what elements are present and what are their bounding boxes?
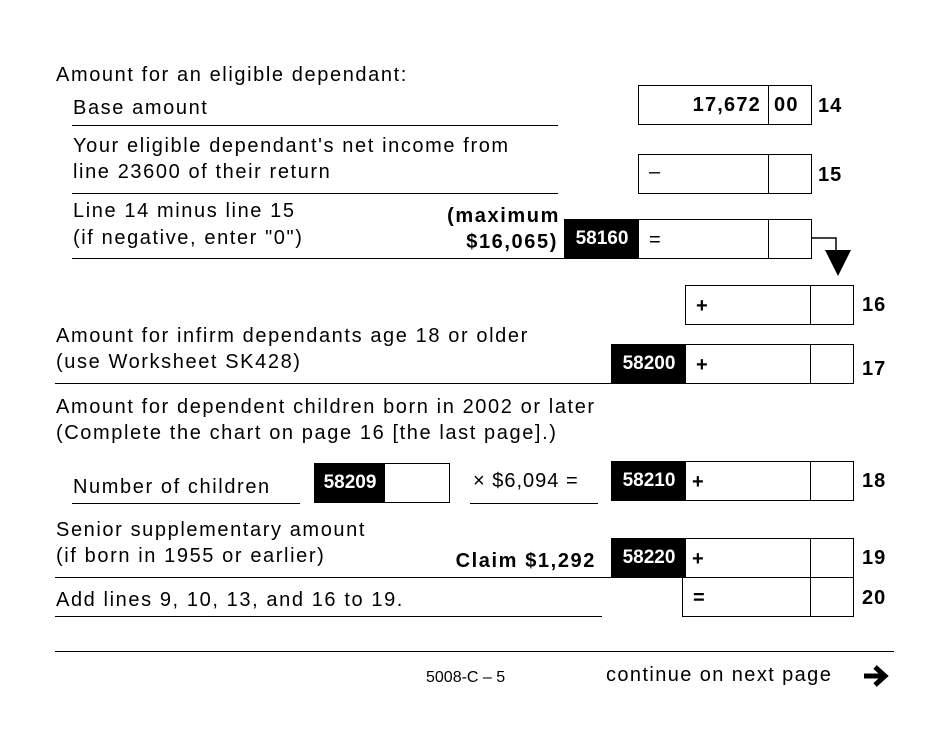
number-of-children-label: Number of children — [73, 476, 271, 498]
line-number-14: 14 — [818, 95, 843, 117]
dependant-income-label-1: Your eligible dependant's net income from — [73, 135, 510, 157]
senior-supplementary-field[interactable] — [685, 538, 854, 578]
line-number-19: 19 — [862, 547, 887, 569]
plus-sign: + — [692, 548, 704, 570]
code-58210: 58210 — [611, 461, 687, 501]
children-amount-field[interactable] — [685, 461, 854, 501]
line-number-17: 17 — [862, 358, 887, 380]
arrow-down-icon — [810, 230, 860, 280]
line-number-18: 18 — [862, 470, 887, 492]
dependent-children-label-2: (Complete the chart on page 16 [the last page].) — [56, 422, 558, 444]
infirm-dependants-label-2: (use Worksheet SK428) — [56, 351, 302, 373]
line-16-field[interactable] — [685, 285, 854, 325]
maximum-label-1: (maximum — [447, 205, 560, 227]
code-58209: 58209 — [314, 463, 386, 503]
claim-amount-label: Claim $1,292 — [455, 550, 596, 572]
dependant-income-field[interactable] — [638, 154, 812, 194]
children-multiplier: × $6,094 = — [473, 470, 579, 492]
plus-sign: + — [696, 295, 708, 317]
senior-supplementary-label-2: (if born in 1955 or earlier) — [56, 545, 326, 567]
line-number-16: 16 — [862, 294, 887, 316]
dependant-income-label-2: line 23600 of their return — [73, 161, 332, 183]
line-number-15: 15 — [818, 164, 843, 186]
code-58200: 58200 — [611, 344, 687, 384]
line-number-20: 20 — [862, 587, 887, 609]
form-page-number: 5008-C – 5 — [426, 669, 506, 686]
base-amount-label: Base amount — [73, 97, 209, 119]
add-lines-label: Add lines 9, 10, 13, and 16 to 19. — [56, 589, 404, 611]
line-20-total-field[interactable] — [682, 577, 854, 617]
base-amount-cents: 00 — [774, 94, 799, 116]
code-58220: 58220 — [611, 538, 687, 578]
number-of-children-field[interactable] — [384, 463, 450, 503]
difference-label-1: Line 14 minus line 15 — [73, 200, 296, 222]
equals-sign: = — [649, 229, 661, 251]
code-58160: 58160 — [564, 219, 640, 259]
senior-supplementary-label-1: Senior supplementary amount — [56, 519, 367, 541]
base-amount-field — [638, 85, 812, 125]
continue-on-next-page: continue on next page — [606, 664, 833, 686]
difference-label-2: (if negative, enter "0") — [73, 227, 304, 249]
base-amount-dollars: 17,672 — [692, 94, 761, 116]
maximum-label-2: $16,065) — [466, 231, 558, 253]
dependent-children-label-1: Amount for dependent children born in 2002 or later — [56, 396, 596, 418]
section-heading: Amount for an eligible dependant: — [56, 64, 408, 86]
plus-sign: + — [696, 354, 708, 376]
arrow-right-icon — [862, 664, 890, 688]
infirm-dependants-field[interactable] — [685, 344, 854, 384]
plus-sign: + — [692, 471, 704, 493]
difference-field[interactable] — [638, 219, 812, 259]
minus-sign: – — [649, 161, 661, 183]
equals-sign: = — [693, 587, 705, 609]
infirm-dependants-label-1: Amount for infirm dependants age 18 or older — [56, 325, 529, 347]
